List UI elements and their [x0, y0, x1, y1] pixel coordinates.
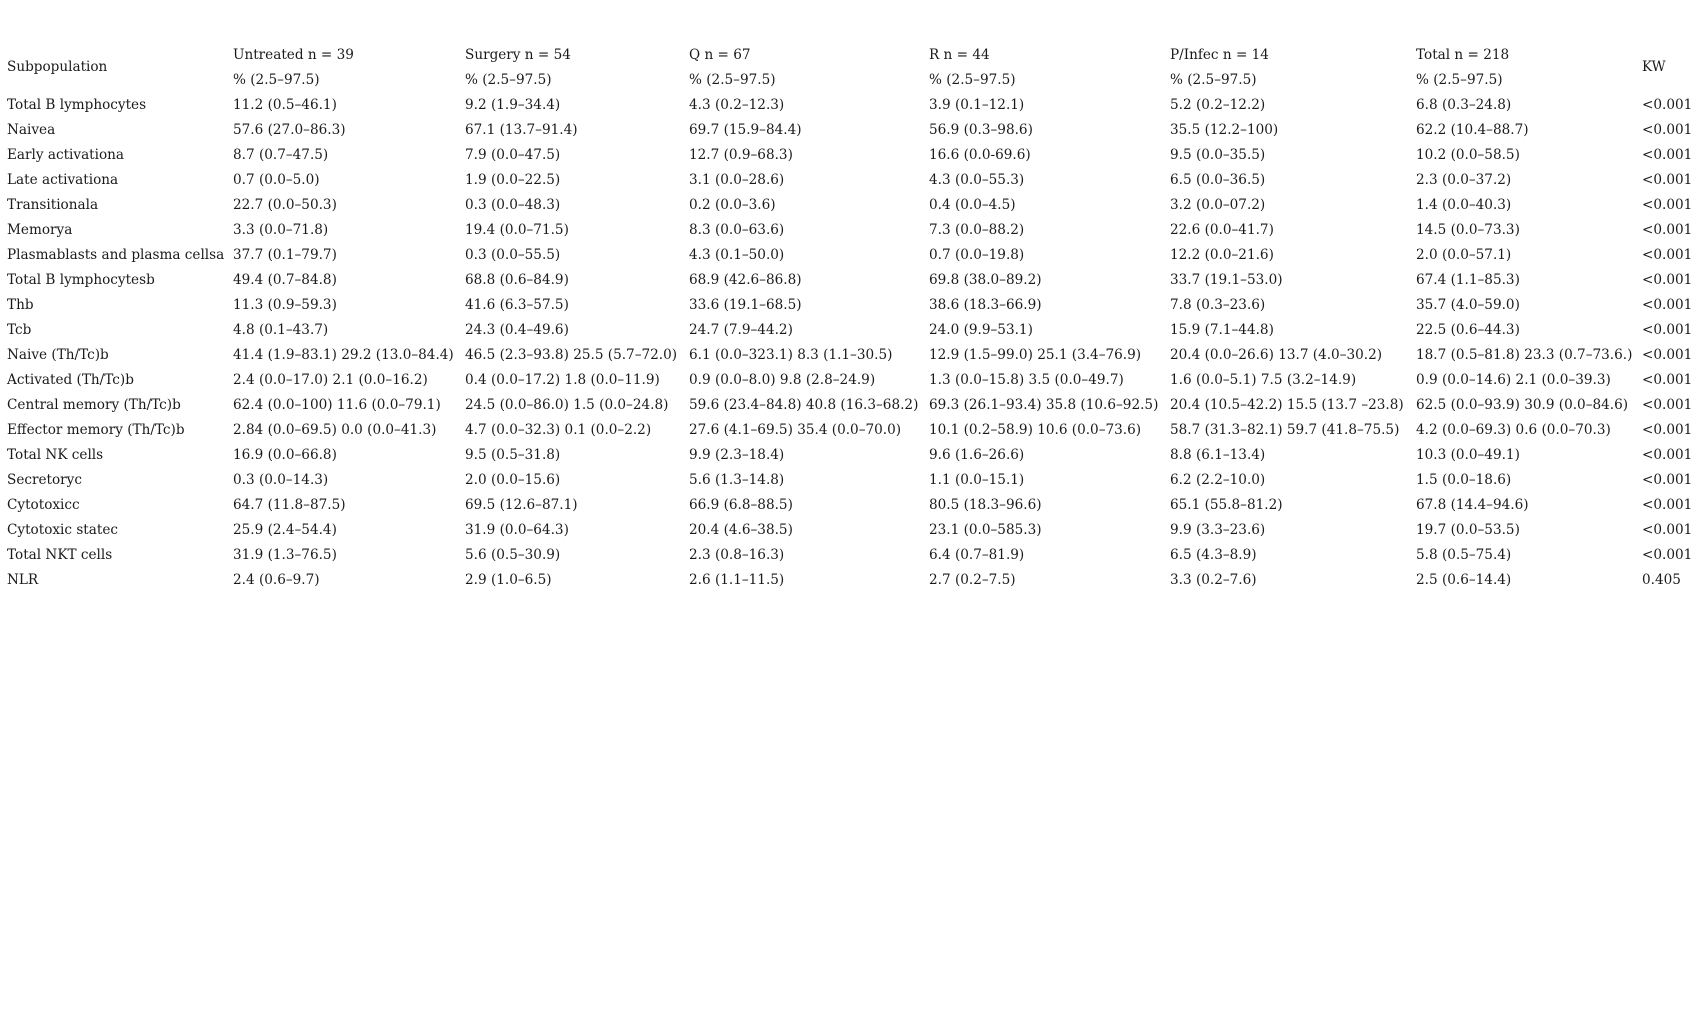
table-cell: 4.3 (0.0–55.3) — [929, 171, 1025, 188]
table-cell: 1.1 (0.0–15.1) — [929, 471, 1025, 488]
kw-cell: 0.405 — [1642, 571, 1681, 588]
table-cell: 0.7 (0.0–19.8) — [929, 246, 1025, 263]
table-cell: 4.2 (0.0–69.3) 0.6 (0.0–70.3) — [1416, 421, 1611, 438]
table-cell: 19.4 (0.0–71.5) — [465, 221, 569, 238]
table-cell: 12.7 (0.9–68.3) — [689, 146, 793, 163]
table-cell: 16.9 (0.0–66.8) — [233, 446, 337, 463]
table-cell: 0.3 (0.0–55.5) — [465, 246, 561, 263]
group-header: Total n = 218 — [1416, 47, 1510, 63]
table-cell: 62.4 (0.0–100) 11.6 (0.0–79.1) — [233, 396, 441, 413]
table-cell: 5.2 (0.2–12.2) — [1170, 96, 1266, 113]
kw-cell: <0.001 — [1642, 146, 1693, 163]
row-label: Naivea — [7, 121, 56, 138]
header-row-subheaders — [3, 68, 1696, 92]
table-cell: 67.8 (14.4–94.6) — [1416, 496, 1529, 513]
table-cell: 8.8 (6.1–13.4) — [1170, 446, 1266, 463]
kw-cell: <0.001 — [1642, 271, 1693, 288]
table-cell: 2.3 (0.0–37.2) — [1416, 171, 1512, 188]
row-label: Naive (Th/Tc)b — [7, 346, 109, 363]
table-cell: 0.3 (0.0–48.3) — [465, 196, 561, 213]
table-cell: 41.6 (6.3–57.5) — [465, 296, 569, 313]
row-label: Total B lymphocytes — [7, 96, 147, 113]
row-label: Early activationa — [7, 146, 125, 163]
table-cell: 2.0 (0.0–57.1) — [1416, 246, 1512, 263]
table-cell: 69.3 (26.1–93.4) 35.8 (10.6–92.5) — [929, 396, 1159, 413]
row-label: Thb — [7, 296, 34, 313]
table-cell: 22.7 (0.0–50.3) — [233, 196, 337, 213]
table-cell: 16.6 (0.0-69.6) — [929, 146, 1031, 163]
table-cell: 57.6 (27.0–86.3) — [233, 121, 346, 138]
table-cell: 24.0 (9.9–53.1) — [929, 321, 1033, 338]
row-label: NLR — [7, 571, 39, 588]
table-cell: 1.6 (0.0–5.1) 7.5 (3.2–14.9) — [1170, 371, 1357, 388]
table-cell: 25.9 (2.4–54.4) — [233, 521, 337, 538]
kw-cell: <0.001 — [1642, 521, 1693, 538]
table-cell: 62.5 (0.0–93.9) 30.9 (0.0–84.6) — [1416, 396, 1629, 413]
table-cell: 0.9 (0.0–14.6) 2.1 (0.0–39.3) — [1416, 371, 1611, 388]
row-label: Cytotoxicc — [7, 496, 80, 513]
table-cell: 65.1 (55.8–81.2) — [1170, 496, 1283, 513]
table-cell: 6.1 (0.0–323.1) 8.3 (1.1–30.5) — [689, 346, 893, 363]
table-cell: 2.9 (1.0–6.5) — [465, 571, 552, 588]
table-cell: 12.9 (1.5–99.0) 25.1 (3.4–76.9) — [929, 346, 1142, 363]
table-cell: 8.7 (0.7–47.5) — [233, 146, 329, 163]
table-cell: 20.4 (10.5–42.2) 15.5 (13.7 –23.8) — [1170, 396, 1404, 413]
table-cell: 59.6 (23.4–84.8) 40.8 (16.3–68.2) — [689, 396, 919, 413]
table-cell: 69.7 (15.9–84.4) — [689, 121, 802, 138]
table-cell: 3.3 (0.0–71.8) — [233, 221, 329, 238]
table-cell: 2.7 (0.2–7.5) — [929, 571, 1016, 588]
kw-cell: <0.001 — [1642, 296, 1693, 313]
table-cell: 2.3 (0.8–16.3) — [689, 546, 785, 563]
table-cell: 5.6 (0.5–30.9) — [465, 546, 561, 563]
table-cell: 31.9 (1.3–76.5) — [233, 546, 337, 563]
table-cell: 69.5 (12.6–87.1) — [465, 496, 578, 513]
table-cell: 6.2 (2.2–10.0) — [1170, 471, 1266, 488]
row-label: Memorya — [7, 221, 73, 238]
table-cell: 2.84 (0.0–69.5) 0.0 (0.0–41.3) — [233, 421, 437, 438]
group-header: P/Infec n = 14 — [1170, 47, 1269, 63]
table-cell: 12.2 (0.0–21.6) — [1170, 246, 1274, 263]
table-cell: 33.7 (19.1–53.0) — [1170, 271, 1283, 288]
table-cell: 0.7 (0.0–5.0) — [233, 171, 320, 188]
table-cell: 24.5 (0.0–86.0) 1.5 (0.0–24.8) — [465, 396, 669, 413]
table-cell: 11.2 (0.5–46.1) — [233, 96, 337, 113]
table-cell: 41.4 (1.9–83.1) 29.2 (13.0–84.4) — [233, 346, 454, 363]
table-cell: 3.2 (0.0–07.2) — [1170, 196, 1266, 213]
table-cell: 1.3 (0.0–15.8) 3.5 (0.0–49.7) — [929, 371, 1124, 388]
table-cell: 7.9 (0.0–47.5) — [465, 146, 561, 163]
group-subheader: % (2.5–97.5) — [929, 72, 1016, 88]
header-row-groups — [3, 40, 1696, 68]
table-cell: 38.6 (18.3–66.9) — [929, 296, 1042, 313]
group-subheader: % (2.5–97.5) — [465, 72, 552, 88]
table-cell: 0.3 (0.0–14.3) — [233, 471, 329, 488]
group-header: Q n = 67 — [689, 47, 751, 63]
table-cell: 0.4 (0.0–4.5) — [929, 196, 1016, 213]
row-label: Total B lymphocytesb — [7, 271, 155, 288]
table-body — [3, 92, 1696, 592]
row-label: Transitionala — [7, 196, 99, 213]
table-cell: 3.3 (0.2–7.6) — [1170, 571, 1257, 588]
data-table — [3, 40, 1696, 592]
table-row — [3, 467, 1696, 492]
table-cell: 19.7 (0.0–53.5) — [1416, 521, 1520, 538]
table-row — [3, 217, 1696, 242]
table-cell: 10.2 (0.0–58.5) — [1416, 146, 1520, 163]
table-cell: 5.6 (1.3–14.8) — [689, 471, 785, 488]
table-cell: 58.7 (31.3–82.1) 59.7 (41.8–75.5) — [1170, 421, 1400, 438]
group-subheader: % (2.5–97.5) — [689, 72, 776, 88]
table-cell: 1.5 (0.0–18.6) — [1416, 471, 1512, 488]
table-cell: 6.4 (0.7–81.9) — [929, 546, 1025, 563]
table-cell: 80.5 (18.3–96.6) — [929, 496, 1042, 513]
table-cell: 69.8 (38.0–89.2) — [929, 271, 1042, 288]
table-cell: 22.6 (0.0–41.7) — [1170, 221, 1274, 238]
table-row — [3, 567, 1696, 592]
table-row — [3, 117, 1696, 142]
table-cell: 66.9 (6.8–88.5) — [689, 496, 793, 513]
subpopulation-header: Subpopulation — [7, 59, 108, 75]
kw-cell: <0.001 — [1642, 446, 1693, 463]
kw-cell: <0.001 — [1642, 421, 1693, 438]
table-cell: 67.4 (1.1–85.3) — [1416, 271, 1520, 288]
kw-cell: <0.001 — [1642, 196, 1693, 213]
group-subheader: % (2.5–97.5) — [1170, 72, 1257, 88]
table-cell: 2.6 (1.1–11.5) — [689, 571, 785, 588]
kw-cell: <0.001 — [1642, 496, 1693, 513]
table-cell: 9.5 (0.0–35.5) — [1170, 146, 1266, 163]
table-cell: 8.3 (0.0–63.6) — [689, 221, 785, 238]
table-cell: 67.1 (13.7–91.4) — [465, 121, 578, 138]
table-cell: 0.4 (0.0–17.2) 1.8 (0.0–11.9) — [465, 371, 660, 388]
row-label: Cytotoxic statec — [7, 521, 118, 538]
table-cell: 35.7 (4.0–59.0) — [1416, 296, 1520, 313]
table-cell: 1.9 (0.0–22.5) — [465, 171, 561, 188]
table-cell: 4.8 (0.1–43.7) — [233, 321, 329, 338]
table-cell: 20.4 (4.6–38.5) — [689, 521, 793, 538]
table-row — [3, 92, 1696, 117]
row-label: Total NKT cells — [7, 546, 113, 563]
table-cell: 3.1 (0.0–28.6) — [689, 171, 785, 188]
table-cell: 9.9 (2.3–18.4) — [689, 446, 785, 463]
table-row — [3, 517, 1696, 542]
table-cell: 24.7 (7.9–44.2) — [689, 321, 793, 338]
table-cell: 31.9 (0.0–64.3) — [465, 521, 569, 538]
table-cell: 2.4 (0.6–9.7) — [233, 571, 320, 588]
kw-cell: <0.001 — [1642, 321, 1693, 338]
table-cell: 18.7 (0.5–81.8) 23.3 (0.7–73.6.) — [1416, 346, 1633, 363]
kw-cell: <0.001 — [1642, 346, 1693, 363]
table-cell: 56.9 (0.3–98.6) — [929, 121, 1033, 138]
table-cell: 2.5 (0.6–14.4) — [1416, 571, 1512, 588]
kw-cell: <0.001 — [1642, 471, 1693, 488]
table-cell: 64.7 (11.8–87.5) — [233, 496, 346, 513]
table-row — [3, 167, 1696, 192]
table-cell: 24.3 (0.4–49.6) — [465, 321, 569, 338]
row-label: Effector memory (Th/Tc)b — [7, 421, 185, 438]
table-cell: 3.9 (0.1–12.1) — [929, 96, 1025, 113]
table-cell: 6.5 (0.0–36.5) — [1170, 171, 1266, 188]
row-label: Secretoryc — [7, 471, 82, 488]
table-cell: 4.3 (0.2–12.3) — [689, 96, 785, 113]
table-row — [3, 267, 1696, 292]
table-cell: 5.8 (0.5–75.4) — [1416, 546, 1512, 563]
kw-cell: <0.001 — [1642, 371, 1693, 388]
table-cell: 23.1 (0.0–585.3) — [929, 521, 1042, 538]
table-cell: 37.7 (0.1–79.7) — [233, 246, 337, 263]
table-cell: 4.3 (0.1–50.0) — [689, 246, 785, 263]
kw-cell: <0.001 — [1642, 246, 1693, 263]
table-cell: 68.9 (42.6–86.8) — [689, 271, 802, 288]
row-label: Late activationa — [7, 171, 119, 188]
table-cell: 9.9 (3.3–23.6) — [1170, 521, 1266, 538]
kw-cell: <0.001 — [1642, 546, 1693, 563]
group-subheader: % (2.5–97.5) — [233, 72, 320, 88]
table-row — [3, 542, 1696, 567]
table-row — [3, 292, 1696, 317]
kw-cell: <0.001 — [1642, 396, 1693, 413]
table-cell: 7.8 (0.3–23.6) — [1170, 296, 1266, 313]
table-cell: 27.6 (4.1–69.5) 35.4 (0.0–70.0) — [689, 421, 902, 438]
table-cell: 0.2 (0.0–3.6) — [689, 196, 776, 213]
table-cell: 2.0 (0.0–15.6) — [465, 471, 561, 488]
table-cell: 6.5 (4.3–8.9) — [1170, 546, 1257, 563]
table-cell: 68.8 (0.6–84.9) — [465, 271, 569, 288]
table-cell: 11.3 (0.9–59.3) — [233, 296, 337, 313]
table-cell: 15.9 (7.1–44.8) — [1170, 321, 1274, 338]
row-label: Total NK cells — [7, 446, 104, 463]
group-subheader: % (2.5–97.5) — [1416, 72, 1503, 88]
table-row — [3, 442, 1696, 467]
table-cell: 6.8 (0.3–24.8) — [1416, 96, 1512, 113]
table-cell: 14.5 (0.0–73.3) — [1416, 221, 1520, 238]
table-cell: 33.6 (19.1–68.5) — [689, 296, 802, 313]
table-row — [3, 342, 1696, 367]
table-cell: 9.2 (1.9–34.4) — [465, 96, 561, 113]
table-row — [3, 492, 1696, 517]
table-cell: 35.5 (12.2–100) — [1170, 121, 1279, 138]
table-cell: 10.3 (0.0–49.1) — [1416, 446, 1520, 463]
table-cell: 9.5 (0.5–31.8) — [465, 446, 561, 463]
table-cell: 4.7 (0.0–32.3) 0.1 (0.0–2.2) — [465, 421, 652, 438]
kw-header: KW — [1642, 59, 1666, 75]
table-row — [3, 317, 1696, 342]
kw-cell: <0.001 — [1642, 221, 1693, 238]
table-cell: 2.4 (0.0–17.0) 2.1 (0.0–16.2) — [233, 371, 428, 388]
table-cell: 9.6 (1.6–26.6) — [929, 446, 1025, 463]
table-cell: 46.5 (2.3–93.8) 25.5 (5.7–72.0) — [465, 346, 678, 363]
table-cell: 62.2 (10.4–88.7) — [1416, 121, 1529, 138]
row-label: Central memory (Th/Tc)b — [7, 396, 181, 413]
row-label: Plasmablasts and plasma cellsa — [7, 246, 225, 263]
table-cell: 20.4 (0.0–26.6) 13.7 (4.0–30.2) — [1170, 346, 1383, 363]
row-label: Activated (Th/Tc)b — [7, 371, 134, 388]
table-cell: 49.4 (0.7–84.8) — [233, 271, 337, 288]
table-row — [3, 417, 1696, 442]
table-cell: 0.9 (0.0–8.0) 9.8 (2.8–24.9) — [689, 371, 876, 388]
group-header: Untreated n = 39 — [233, 47, 354, 63]
table-cell: 7.3 (0.0–88.2) — [929, 221, 1025, 238]
table-cell: 22.5 (0.6–44.3) — [1416, 321, 1520, 338]
group-header: Surgery n = 54 — [465, 47, 571, 63]
kw-cell: <0.001 — [1642, 171, 1693, 188]
table-cell: 10.1 (0.2–58.9) 10.6 (0.0–73.6) — [929, 421, 1142, 438]
kw-cell: <0.001 — [1642, 96, 1693, 113]
kw-cell: <0.001 — [1642, 121, 1693, 138]
table-row — [3, 192, 1696, 217]
table-row — [3, 367, 1696, 392]
row-label: Tcb — [7, 321, 32, 338]
table-cell: 1.4 (0.0–40.3) — [1416, 196, 1512, 213]
group-header: R n = 44 — [929, 47, 990, 63]
table-row — [3, 242, 1696, 267]
table-row — [3, 392, 1696, 417]
table-row — [3, 142, 1696, 167]
